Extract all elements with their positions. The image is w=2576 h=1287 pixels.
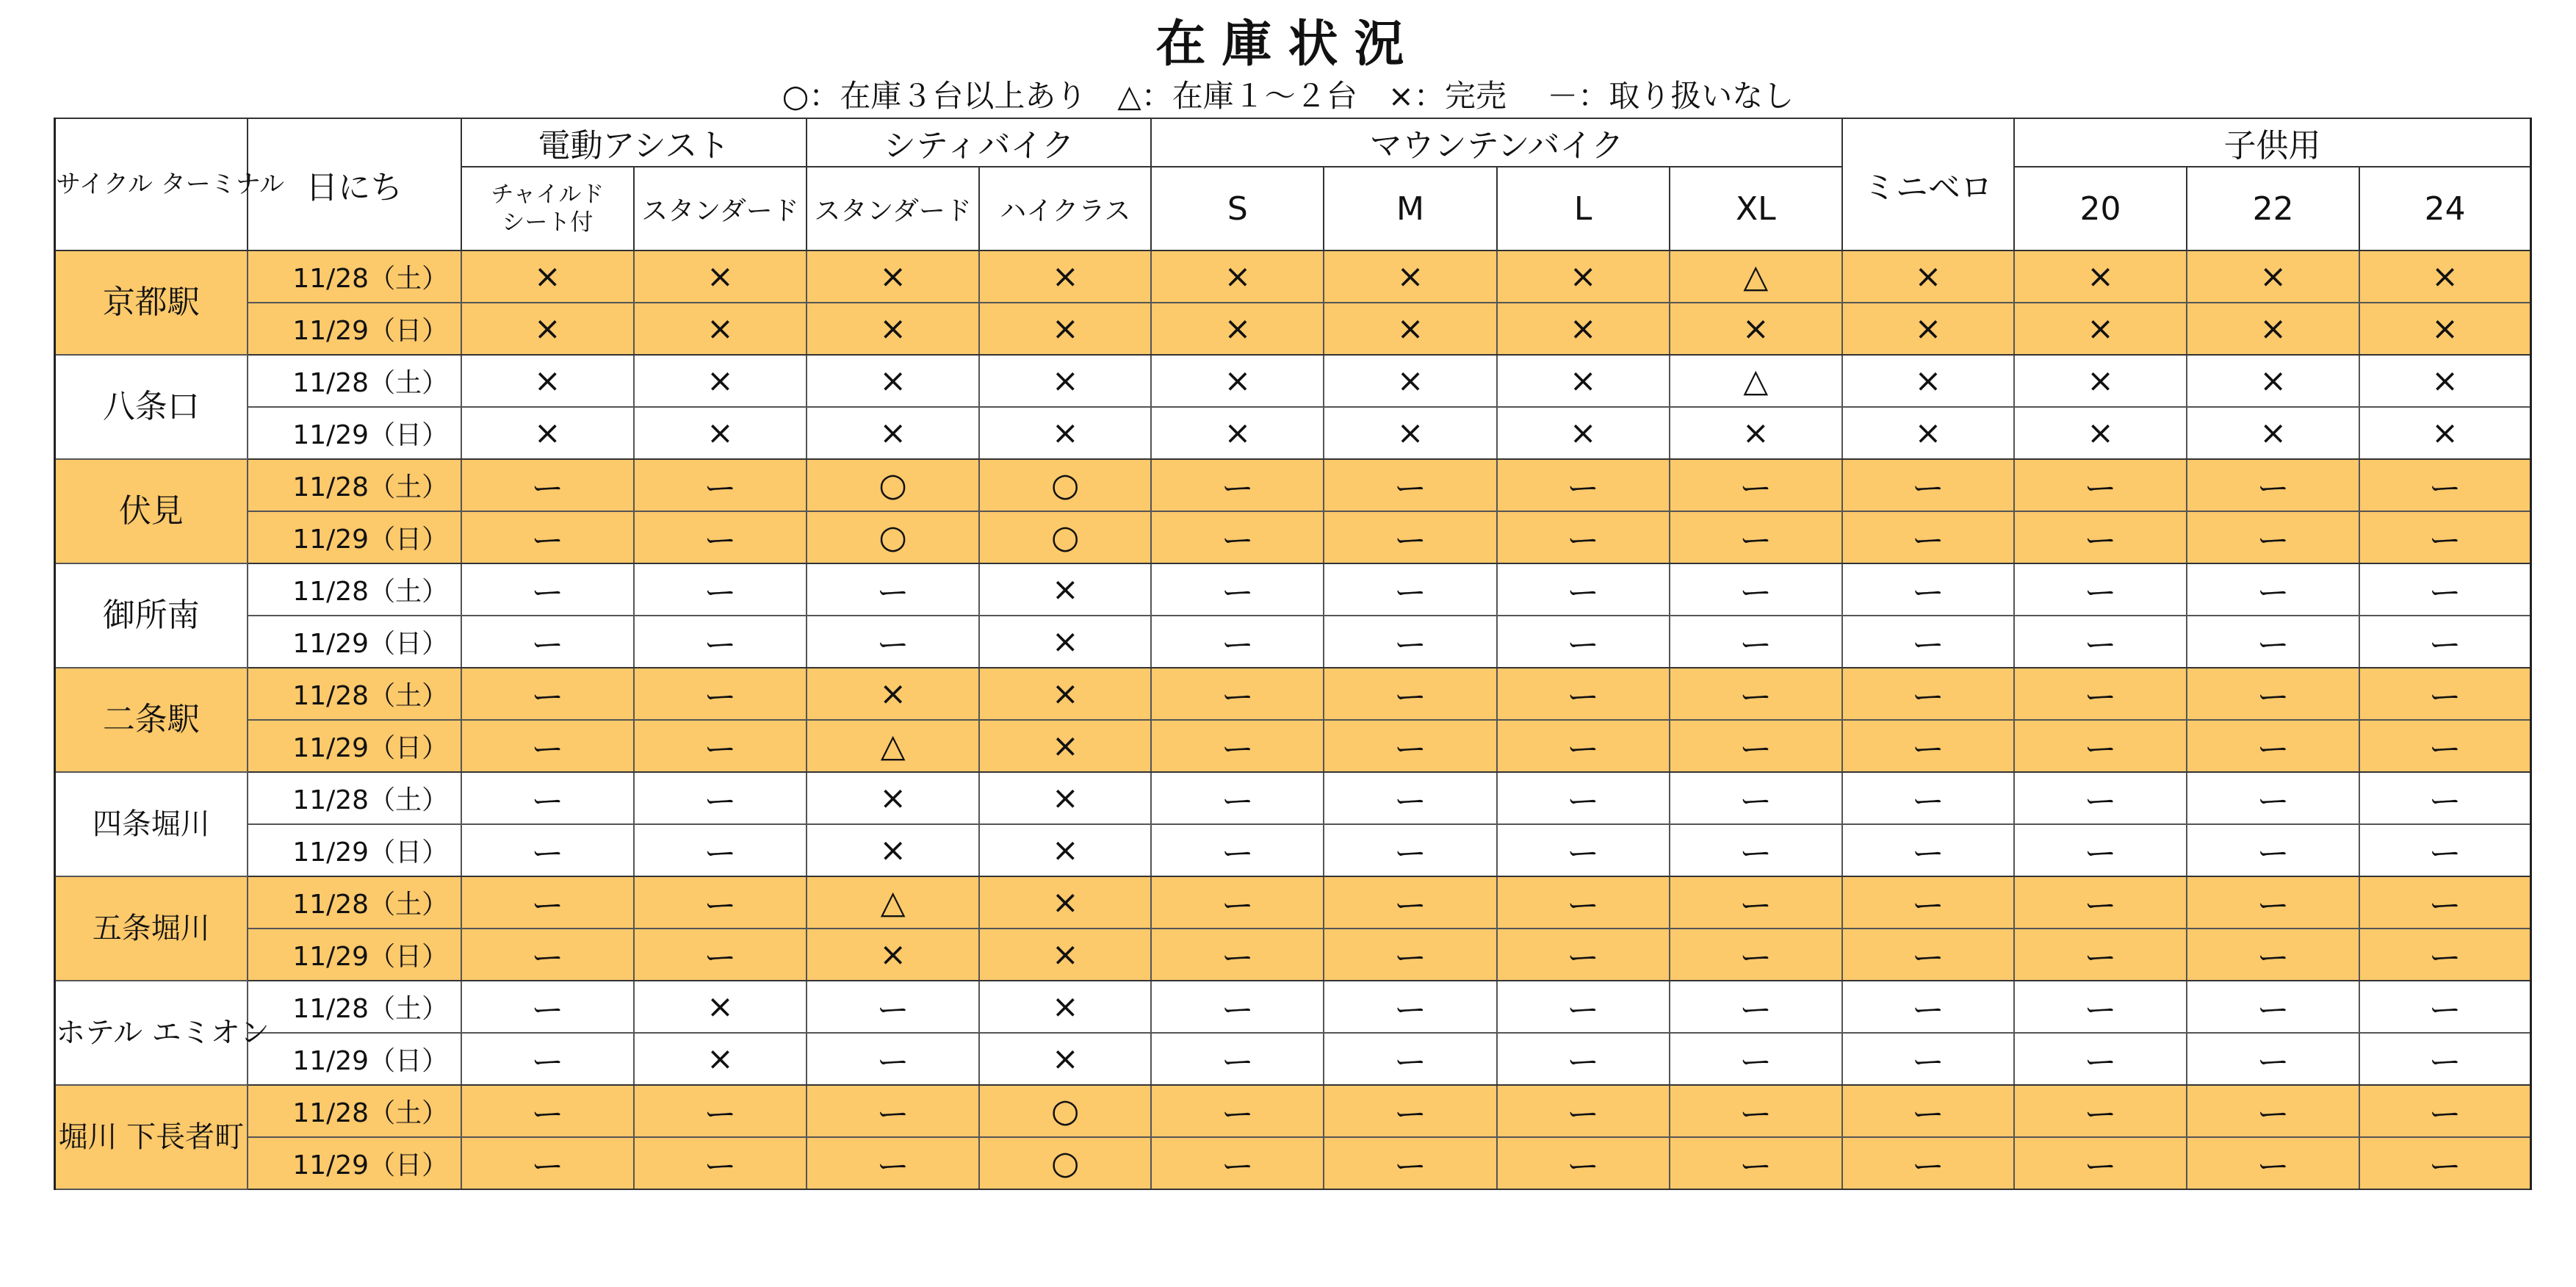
stock-mark: ー	[1497, 459, 1670, 511]
stock-mark: ×	[634, 1033, 807, 1085]
stock-mark: ー	[2014, 720, 2187, 772]
stock-mark: ー	[2359, 1085, 2530, 1137]
header-minivelo: ミニベロ	[1842, 118, 2014, 250]
stock-mark: ー	[2359, 876, 2530, 929]
stock-mark: ー	[807, 1137, 979, 1189]
table-row	[55, 303, 2531, 355]
stock-mark: ー	[2014, 772, 2187, 824]
stock-mark: ×	[807, 355, 979, 407]
stock-mark: ×	[807, 407, 979, 459]
stock-mark: ー	[634, 511, 807, 563]
stock-mark: ×	[1151, 303, 1324, 355]
stock-mark: ×	[979, 876, 1151, 929]
stock-mark: ー	[2359, 1033, 2530, 1085]
stock-mark: ー	[1497, 616, 1670, 668]
table-row	[55, 407, 2531, 459]
stock-mark: △	[807, 720, 979, 772]
stock-mark: ○	[979, 511, 1151, 563]
date-cell: 11/28（土）	[248, 981, 461, 1033]
date-cell: 11/28（土）	[248, 355, 461, 407]
stock-mark: ×	[1151, 407, 1324, 459]
stock-mark: ×	[2359, 303, 2530, 355]
stock-mark: ー	[1842, 616, 2014, 668]
stock-mark: ー	[1670, 563, 1842, 616]
stock-mark: ×	[634, 407, 807, 459]
stock-mark: ー	[2187, 668, 2359, 720]
table-row	[55, 459, 2531, 511]
terminal-name: 伏見	[55, 459, 248, 563]
page-title: 在庫状況	[1155, 15, 1421, 73]
stock-mark: ー	[2359, 563, 2530, 616]
stock-mark: ○	[807, 511, 979, 563]
stock-mark: ×	[1324, 355, 1496, 407]
date-cell: 11/28（土）	[248, 1085, 461, 1137]
stock-mark: ー	[1670, 772, 1842, 824]
stock-mark: ×	[461, 250, 634, 303]
stock-mark: ×	[1842, 303, 2014, 355]
stock-mark: ー	[2014, 668, 2187, 720]
stock-mark: ー	[1670, 511, 1842, 563]
table-row	[55, 1137, 2531, 1189]
stock-mark: ー	[1151, 1137, 1324, 1189]
legend: ○：在庫３台以上あり △：在庫１～２台 ×：完売 －：取り扱いなし	[782, 78, 1794, 114]
stock-mark: ×	[1670, 303, 1842, 355]
stock-mark: ー	[2359, 772, 2530, 824]
stock-mark: ー	[807, 1085, 979, 1137]
header-mtb-l: L	[1497, 167, 1670, 250]
stock-mark: ×	[1497, 250, 1670, 303]
stock-table	[54, 118, 2532, 1190]
stock-mark: ー	[1151, 511, 1324, 563]
stock-mark: ×	[1497, 303, 1670, 355]
stock-mark: ー	[1151, 876, 1324, 929]
stock-mark: ×	[979, 250, 1151, 303]
stock-mark: ー	[1497, 1137, 1670, 1189]
header-mtb-xl: XL	[1670, 167, 1842, 250]
stock-mark: ×	[807, 929, 979, 981]
stock-mark: ×	[2187, 250, 2359, 303]
stock-mark: ×	[1842, 250, 2014, 303]
terminal-name: 二条駅	[55, 668, 248, 772]
stock-mark: ー	[1497, 1085, 1670, 1137]
stock-mark: ー	[2359, 511, 2530, 563]
stock-mark: ー	[461, 929, 634, 981]
stock-mark: ー	[1670, 876, 1842, 929]
stock-mark: ○	[979, 459, 1151, 511]
stock-mark: ×	[2359, 355, 2530, 407]
stock-mark: ー	[461, 1033, 634, 1085]
date-cell: 11/29（日）	[248, 720, 461, 772]
stock-mark: ー	[461, 511, 634, 563]
stock-mark: ー	[2187, 876, 2359, 929]
date-cell: 11/28（土）	[248, 250, 461, 303]
date-cell: 11/28（土）	[248, 668, 461, 720]
stock-mark: ×	[1670, 407, 1842, 459]
stock-mark: ー	[2014, 929, 2187, 981]
date-cell: 11/29（日）	[248, 824, 461, 876]
terminal-name: 京都駅	[55, 250, 248, 355]
stock-mark: ー	[1324, 824, 1496, 876]
stock-mark: ー	[1324, 929, 1496, 981]
stock-mark: ー	[2359, 1137, 2530, 1189]
stock-mark: ×	[461, 355, 634, 407]
header-group-kids: 子供用	[2014, 118, 2531, 167]
stock-mark: ー	[1842, 563, 2014, 616]
stock-mark: ー	[2187, 511, 2359, 563]
stock-mark: ×	[807, 250, 979, 303]
stock-mark: ー	[1151, 772, 1324, 824]
stock-mark: ー	[1842, 824, 2014, 876]
stock-mark: ー	[1497, 824, 1670, 876]
stock-mark: ー	[2014, 1033, 2187, 1085]
stock-mark: ー	[1842, 1085, 2014, 1137]
stock-mark: ー	[1842, 876, 2014, 929]
stock-mark: ー	[2359, 981, 2530, 1033]
stock-mark: ー	[1324, 459, 1496, 511]
stock-mark: ー	[1324, 1085, 1496, 1137]
header-group-mountain: マウンテンバイク	[1151, 118, 1842, 167]
stock-mark: ×	[2014, 250, 2187, 303]
terminal-name: ホテル エミオン	[55, 981, 248, 1085]
stock-mark: ー	[1151, 668, 1324, 720]
stock-mark: ×	[1497, 407, 1670, 459]
header-date: 日にち	[248, 118, 461, 250]
table-row	[55, 563, 2531, 616]
stock-mark: ー	[1842, 981, 2014, 1033]
header-kids-22: 22	[2187, 167, 2359, 250]
stock-mark: ー	[634, 824, 807, 876]
stock-mark: ×	[979, 981, 1151, 1033]
stock-mark: ー	[1842, 720, 2014, 772]
stock-mark: ー	[634, 1085, 807, 1137]
header-group-electric: 電動アシスト	[461, 118, 807, 167]
table-row	[55, 720, 2531, 772]
stock-mark: ー	[1324, 772, 1496, 824]
table-row	[55, 981, 2531, 1033]
stock-mark: ー	[634, 1137, 807, 1189]
stock-mark: ー	[1497, 668, 1670, 720]
stock-mark: ー	[2359, 824, 2530, 876]
table-row	[55, 1085, 2531, 1137]
stock-mark: ー	[1670, 929, 1842, 981]
header-mtb-m: M	[1324, 167, 1496, 250]
stock-mark: ー	[2187, 1137, 2359, 1189]
table-row	[55, 616, 2531, 668]
stock-mark: ー	[1324, 720, 1496, 772]
stock-mark: ー	[634, 876, 807, 929]
stock-mark: ー	[634, 772, 807, 824]
stock-mark: ー	[1324, 1033, 1496, 1085]
stock-mark: ー	[1670, 824, 1842, 876]
stock-mark: ー	[1670, 1137, 1842, 1189]
terminal-name: 御所南	[55, 563, 248, 668]
stock-mark: ー	[2014, 1085, 2187, 1137]
stock-mark: ×	[979, 616, 1151, 668]
stock-mark: ー	[1324, 876, 1496, 929]
stock-mark: ー	[2014, 563, 2187, 616]
stock-mark: ー	[1497, 929, 1670, 981]
stock-mark: ー	[2187, 1085, 2359, 1137]
stock-mark: ×	[1324, 407, 1496, 459]
stock-mark: ー	[2187, 824, 2359, 876]
stock-mark: △	[1670, 355, 1842, 407]
terminal-name: 堀川 下長者町	[55, 1085, 248, 1189]
stock-mark: ×	[2187, 355, 2359, 407]
stock-mark: ー	[1842, 772, 2014, 824]
stock-mark: ー	[1842, 929, 2014, 981]
stock-mark: ー	[1670, 1033, 1842, 1085]
header-terminal: サイクル ターミナル	[55, 118, 248, 250]
stock-mark: ー	[1324, 563, 1496, 616]
date-cell: 11/29（日）	[248, 511, 461, 563]
stock-mark: ー	[1670, 616, 1842, 668]
stock-mark: ー	[1324, 668, 1496, 720]
stock-mark: ×	[1842, 407, 2014, 459]
header-city-highclass: ハイクラス	[979, 167, 1151, 250]
date-cell: 11/29（日）	[248, 616, 461, 668]
stock-mark: ー	[1842, 1137, 2014, 1189]
header-electric-standard: スタンダード	[634, 167, 807, 250]
stock-mark: ー	[2187, 929, 2359, 981]
stock-mark: ×	[979, 407, 1151, 459]
table-row	[55, 1033, 2531, 1085]
stock-mark: ー	[1497, 981, 1670, 1033]
stock-mark: ×	[1497, 355, 1670, 407]
stock-mark: ×	[2014, 407, 2187, 459]
stock-mark: ー	[461, 563, 634, 616]
stock-mark: ×	[979, 720, 1151, 772]
stock-mark: ー	[2359, 668, 2530, 720]
stock-mark: ー	[1842, 668, 2014, 720]
stock-mark: ー	[2014, 511, 2187, 563]
stock-mark: ×	[979, 1033, 1151, 1085]
stock-mark: ー	[461, 459, 634, 511]
date-cell: 11/28（土）	[248, 876, 461, 929]
stock-mark: ー	[461, 1137, 634, 1189]
stock-mark: ー	[807, 981, 979, 1033]
stock-mark: ー	[807, 616, 979, 668]
stock-mark: ー	[461, 772, 634, 824]
table-row	[55, 355, 2531, 407]
stock-mark: ×	[807, 824, 979, 876]
stock-mark: ー	[1497, 720, 1670, 772]
stock-mark: ×	[979, 668, 1151, 720]
stock-mark: ×	[2359, 407, 2530, 459]
stock-mark: ×	[979, 303, 1151, 355]
stock-mark: ×	[634, 303, 807, 355]
stock-mark: ー	[1151, 616, 1324, 668]
stock-mark: ー	[1670, 668, 1842, 720]
stock-mark: ー	[461, 668, 634, 720]
stock-mark: ー	[634, 563, 807, 616]
date-cell: 11/29（日）	[248, 1033, 461, 1085]
stock-mark: ー	[2187, 981, 2359, 1033]
table-row	[55, 824, 2531, 876]
stock-mark: ×	[979, 355, 1151, 407]
stock-mark: ×	[461, 407, 634, 459]
stock-mark: ー	[1670, 720, 1842, 772]
stock-mark: ×	[1151, 250, 1324, 303]
table-row	[55, 929, 2531, 981]
stock-mark: ー	[1324, 1137, 1496, 1189]
stock-mark: ×	[807, 772, 979, 824]
stock-mark: ー	[461, 720, 634, 772]
stock-mark: ー	[2187, 1033, 2359, 1085]
stock-mark: ー	[1842, 1033, 2014, 1085]
stock-mark: ○	[979, 1085, 1151, 1137]
stock-mark: ×	[2187, 303, 2359, 355]
stock-mark: ー	[1151, 1033, 1324, 1085]
stock-mark: ー	[2187, 772, 2359, 824]
stock-mark: ー	[634, 720, 807, 772]
header-mtb-s: S	[1151, 167, 1324, 250]
table-row	[55, 772, 2531, 824]
header-kids-24: 24	[2359, 167, 2530, 250]
date-cell: 11/28（土）	[248, 459, 461, 511]
date-cell: 11/28（土）	[248, 772, 461, 824]
terminal-name: 五条堀川	[55, 876, 248, 981]
stock-mark: ー	[1324, 616, 1496, 668]
stock-mark: ×	[807, 303, 979, 355]
stock-mark: ー	[2014, 876, 2187, 929]
terminal-name: 八条口	[55, 355, 248, 459]
stock-mark: ー	[1497, 511, 1670, 563]
stock-mark: ー	[2187, 459, 2359, 511]
stock-mark: ×	[979, 929, 1151, 981]
stock-mark: ×	[1151, 355, 1324, 407]
stock-mark: ー	[461, 1085, 634, 1137]
stock-mark: ー	[2187, 720, 2359, 772]
stock-mark: ー	[2014, 459, 2187, 511]
date-cell: 11/29（日）	[248, 303, 461, 355]
stock-mark: ー	[1497, 876, 1670, 929]
stock-mark: ×	[461, 303, 634, 355]
date-cell: 11/29（日）	[248, 1137, 461, 1189]
stock-mark: ー	[634, 668, 807, 720]
header-group-city: シティバイク	[807, 118, 1151, 167]
stock-mark: ー	[2187, 563, 2359, 616]
table-row	[55, 668, 2531, 720]
header-electric-child: チャイルド シート付	[461, 167, 634, 250]
stock-mark: ○	[807, 459, 979, 511]
header-city-standard: スタンダード	[807, 167, 979, 250]
stock-mark: ×	[1842, 355, 2014, 407]
stock-mark: ー	[1151, 1085, 1324, 1137]
stock-mark: ー	[1151, 824, 1324, 876]
stock-mark: ×	[634, 250, 807, 303]
stock-mark: ー	[461, 876, 634, 929]
stock-mark: ー	[807, 1033, 979, 1085]
stock-mark: ー	[2359, 929, 2530, 981]
stock-mark: ー	[1842, 459, 2014, 511]
stock-mark: ー	[2359, 459, 2530, 511]
terminal-name: 四条堀川	[55, 772, 248, 876]
stock-mark: ー	[1497, 563, 1670, 616]
header-kids-20: 20	[2014, 167, 2187, 250]
stock-mark: ×	[1324, 250, 1496, 303]
stock-mark: ー	[461, 981, 634, 1033]
stock-mark: ー	[2359, 616, 2530, 668]
stock-mark: ー	[634, 459, 807, 511]
stock-mark: ー	[461, 824, 634, 876]
stock-mark: ×	[2187, 407, 2359, 459]
stock-mark: ×	[2014, 303, 2187, 355]
stock-mark: ×	[807, 668, 979, 720]
stock-mark: ー	[2014, 981, 2187, 1033]
stock-mark: ×	[979, 563, 1151, 616]
stock-mark: ー	[1670, 981, 1842, 1033]
stock-mark: ×	[2359, 250, 2530, 303]
stock-mark: ー	[2014, 616, 2187, 668]
stock-mark: ー	[1151, 459, 1324, 511]
stock-mark: ー	[634, 929, 807, 981]
stock-mark: ×	[2014, 355, 2187, 407]
date-cell: 11/28（土）	[248, 563, 461, 616]
stock-mark: ー	[2187, 616, 2359, 668]
stock-mark: ー	[1497, 772, 1670, 824]
stock-table-body	[55, 250, 2531, 1189]
stock-mark: ー	[1324, 511, 1496, 563]
stock-mark: △	[807, 876, 979, 929]
table-row	[55, 250, 2531, 303]
table-row	[55, 511, 2531, 563]
stock-mark: ー	[807, 563, 979, 616]
stock-mark: ×	[1324, 303, 1496, 355]
stock-mark: ー	[1670, 1085, 1842, 1137]
stock-mark: ○	[979, 1137, 1151, 1189]
stock-mark: ×	[979, 824, 1151, 876]
stock-mark: ー	[1151, 720, 1324, 772]
stock-mark: ー	[1497, 1033, 1670, 1085]
stock-mark: ×	[634, 981, 807, 1033]
stock-mark: ー	[1151, 929, 1324, 981]
stock-mark: △	[1670, 250, 1842, 303]
date-cell: 11/29（日）	[248, 407, 461, 459]
stock-mark: ー	[1151, 563, 1324, 616]
stock-mark: ー	[461, 616, 634, 668]
date-cell: 11/29（日）	[248, 929, 461, 981]
stock-mark: ×	[979, 772, 1151, 824]
stock-mark: ー	[2014, 1137, 2187, 1189]
stock-mark: ー	[2014, 824, 2187, 876]
stock-mark: ×	[634, 355, 807, 407]
stock-mark: ー	[1842, 511, 2014, 563]
table-row	[55, 876, 2531, 929]
stock-mark: ー	[2359, 720, 2530, 772]
stock-mark: ー	[1324, 981, 1496, 1033]
stock-mark: ー	[1151, 981, 1324, 1033]
stock-mark: ー	[634, 616, 807, 668]
stock-mark: ー	[1670, 459, 1842, 511]
